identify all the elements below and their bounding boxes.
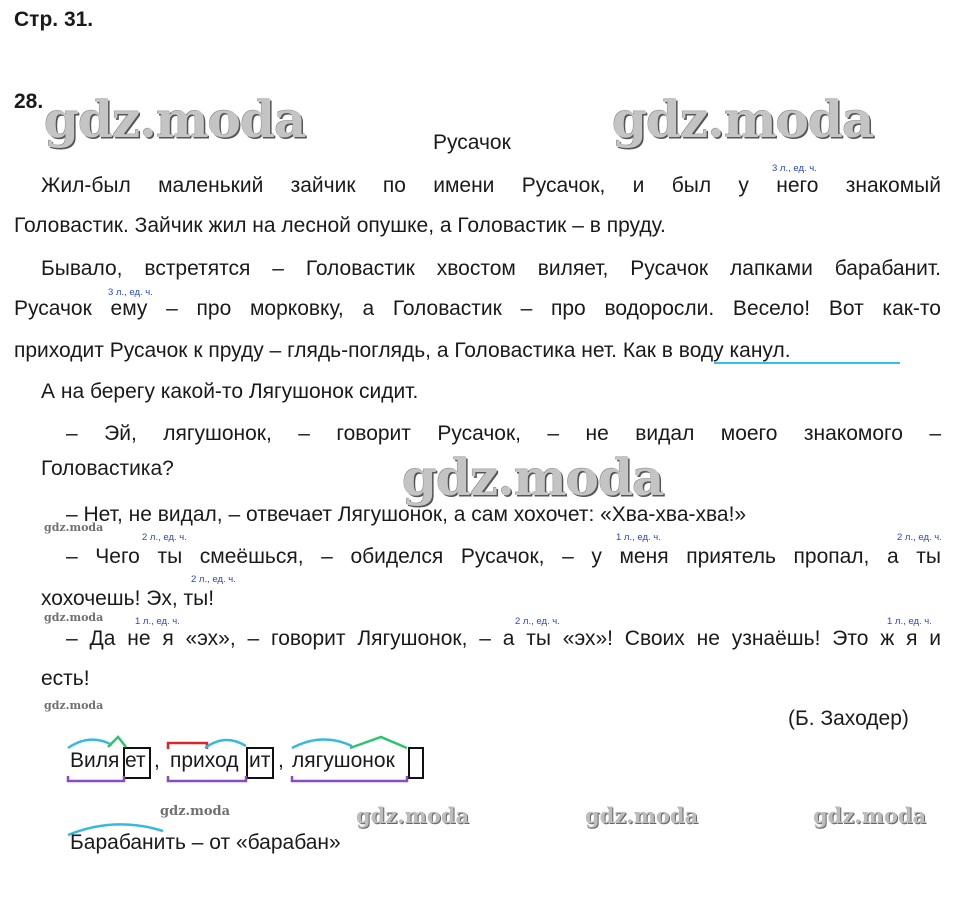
story-source: (Б. Заходер)	[788, 707, 909, 730]
page-label: Стр. 31.	[14, 8, 94, 31]
story-line: – Чего ты смеёшься, – обиделся Русачок, – у меня приятель пропал, а ты	[66, 545, 941, 568]
idiom-underlined: Как в воду канул	[622, 339, 785, 362]
word-ending: ит	[249, 749, 271, 772]
word-analyzed: лягушонок	[292, 749, 395, 772]
grammar-annotation: 2 л., ед. ч.	[191, 574, 236, 585]
derivation-line: Барабанить – от «барабан»	[70, 831, 341, 854]
story-line: Русачок ему – про морковку, а Головастик – про водоросли. Весело! Вот как-то	[14, 297, 941, 320]
story-line: Жил-был маленький зайчик по имени Русачок, и был у него знакомый	[41, 174, 941, 197]
watermark-small: gdz.moda	[44, 521, 104, 534]
suffix-mark	[350, 737, 407, 748]
story-text: .	[784, 339, 791, 362]
watermark-logo: gdz.moda	[612, 90, 874, 149]
suffix-mark	[108, 737, 126, 747]
story-title: Русачок	[433, 131, 511, 154]
grammar-annotation: 1 л., ед. ч.	[135, 616, 180, 627]
base-bracket	[168, 776, 246, 781]
watermark-small: gdz.moda	[44, 611, 104, 624]
root-arc	[292, 739, 352, 748]
story-text: приходит Русачок к пруду – глядь-поглядь, а Головастика нет.	[14, 339, 623, 362]
exercise-number: 28.	[14, 90, 44, 113]
separator: ,	[154, 749, 160, 772]
grammar-annotation: 1 л., ед. ч.	[887, 616, 932, 627]
word-root: Виля	[70, 749, 120, 772]
grammar-annotation: 2 л., ед. ч.	[142, 532, 187, 543]
watermark-logo: gdz.moda	[402, 448, 664, 507]
grammar-annotation: 2 л., ед. ч.	[515, 616, 560, 627]
watermark-logo: gdz.moda	[44, 90, 306, 149]
base-bracket	[292, 776, 407, 781]
prefix-mark	[168, 743, 207, 749]
story-line: – Эй, лягушонок, – говорит Русачок, – не видал моего знакомого –	[66, 422, 941, 445]
grammar-annotation: 3 л., ед. ч.	[772, 163, 817, 174]
grammar-annotation: 3 л., ед. ч.	[108, 287, 153, 298]
word-root: приход	[170, 749, 239, 772]
story-line: Головастика?	[41, 457, 174, 480]
base-bracket	[68, 776, 124, 781]
story-line: – Да не я «эх», – говорит Лягушонок, – а ты «эх»! Своих не узнаёшь! Это ж я и	[66, 627, 941, 650]
grammar-annotation: 2 л., ед. ч.	[897, 532, 942, 543]
root-arc	[68, 740, 112, 748]
story-line: Головастик. Зайчик жил на лесной опушке, а Головастик – в пруду.	[14, 214, 666, 237]
root-arc	[205, 740, 246, 748]
watermark-logo: gdz.moda	[356, 803, 470, 828]
watermark-small: gdz.moda	[44, 699, 104, 712]
story-line: Бывало, встретятся – Головастик хвостом виляет, Русачок лапками барабанит.	[41, 257, 941, 280]
watermark-logo: gdz.moda	[813, 803, 927, 828]
story-line: – Нет, не видал, – отвечает Лягушонок, а сам хохочет: «Хва-хва-хва!»	[66, 503, 747, 526]
story-line: хохочешь! Эх, ты!	[41, 587, 215, 610]
watermark-logo: gdz.moda	[585, 803, 699, 828]
word-ending: ет	[125, 749, 146, 772]
watermark-small: gdz.moda	[160, 804, 231, 819]
story-line: есть!	[41, 667, 90, 690]
grammar-annotation: 1 л., ед. ч.	[616, 532, 661, 543]
story-line: А на берегу какой-то Лягушонок сидит.	[41, 380, 419, 403]
separator: ,	[278, 749, 284, 772]
